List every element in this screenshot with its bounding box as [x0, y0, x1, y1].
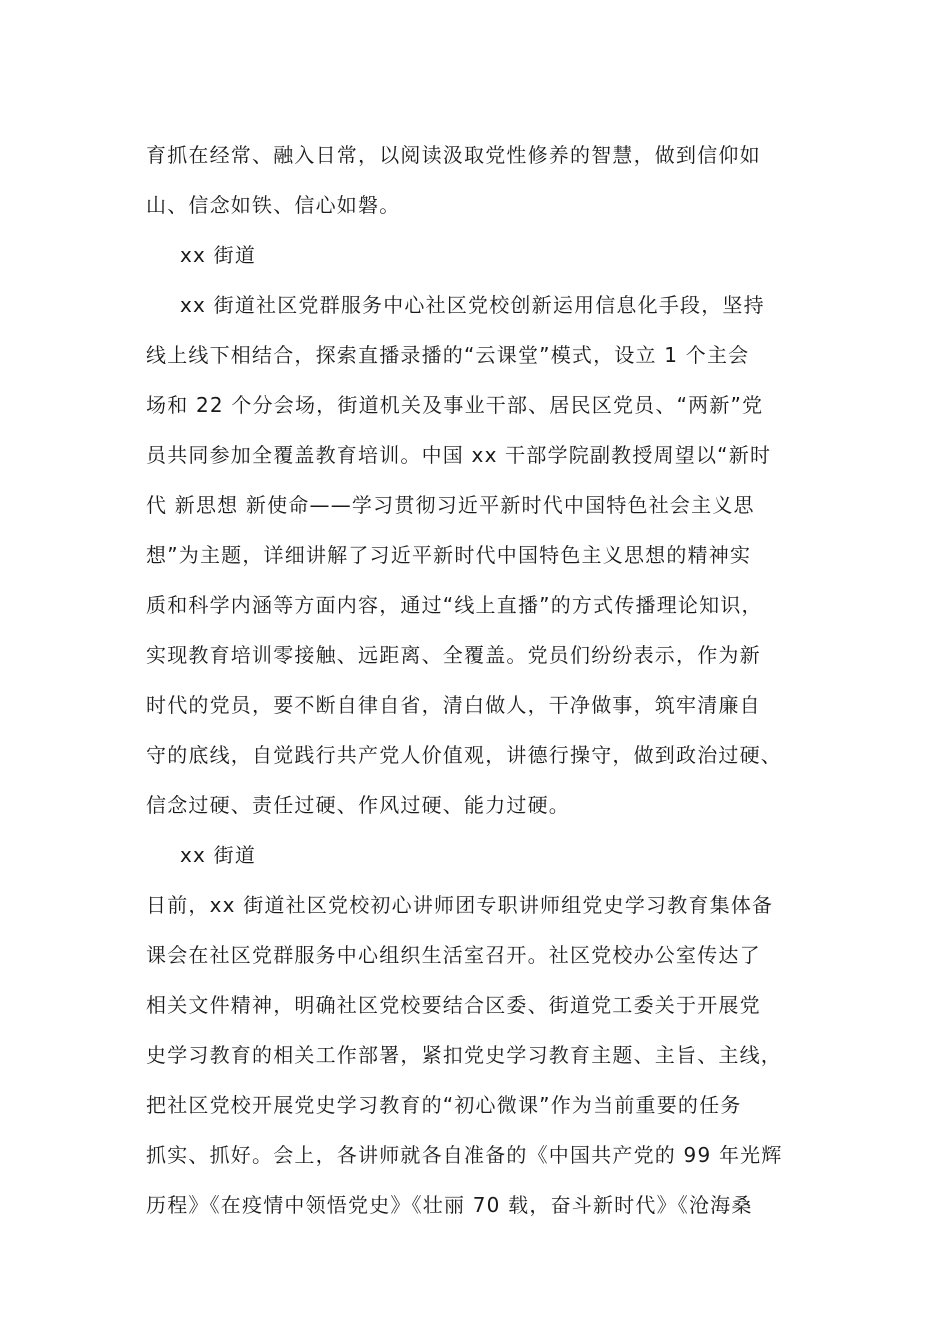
document-body — [146, 130, 806, 1230]
text-line: 时代的党员，要不断自律自省，清白做人，干净做事，筑牢清廉自 — [146, 693, 761, 717]
text-line: 相关文件精神，明确社区党校要结合区委、街道党工委关于开展党 — [146, 993, 761, 1017]
text-line: 育抓在经常、融入日常，以阅读汲取党性修养的智慧，做到信仰如 — [146, 143, 761, 167]
text-line: 史学习教育的相关工作部署，紧扣党史学习教育主题、主旨、主线， — [146, 1043, 782, 1067]
text-line: 员共同参加全覆盖教育培训。中国 xx 干部学院副教授周望以“新时 — [146, 443, 772, 467]
text-line: 代 新思想 新使命——学习贯彻习近平新时代中国特色社会主义思 — [146, 493, 755, 517]
text-line: 课会在社区党群服务中心组织生活室召开。社区党校办公室传达了 — [146, 943, 761, 967]
text-line: 把社区党校开展党史学习教育的“初心微课”作为当前重要的任务 — [146, 1093, 742, 1117]
section-heading: xx 街道 — [180, 243, 257, 267]
text-line: 抓实、抓好。会上，各讲师就各自准备的《中国共产党的 99 年光辉 — [146, 1143, 783, 1167]
text-line: 质和科学内涵等方面内容，通过“线上直播”的方式传播理论知识， — [146, 593, 763, 617]
text-line: 实现教育培训零接触、远距离、全覆盖。党员们纷纷表示，作为新 — [146, 643, 761, 667]
section-heading: xx 街道 — [180, 843, 257, 867]
text-line: 信念过硬、责任过硬、作风过硬、能力过硬。 — [146, 793, 570, 817]
text-line: 日前，xx 街道社区党校初心讲师团专职讲师组党史学习教育集体备 — [146, 893, 774, 917]
text-line: 守的底线，自觉践行共产党人价值观，讲德行操守，做到政治过硬、 — [146, 743, 782, 767]
text-line: 线上线下相结合，探索直播录播的“云课堂”模式，设立 1 个主会 — [146, 343, 750, 367]
text-line: 想”为主题，详细讲解了习近平新时代中国特色主义思想的精神实 — [146, 543, 752, 567]
text-line: 场和 22 个分会场，街道机关及事业干部、居民区党员、“两新”党 — [146, 393, 764, 417]
text-line: 山、信念如铁、信心如磐。 — [146, 193, 401, 217]
paragraph-first-line: xx 街道社区党群服务中心社区党校创新运用信息化手段，坚持 — [180, 293, 765, 317]
text-line: 历程》《在疫情中领悟党史》《壮丽 70 载，奋斗新时代》《沧海桑 — [146, 1193, 753, 1217]
